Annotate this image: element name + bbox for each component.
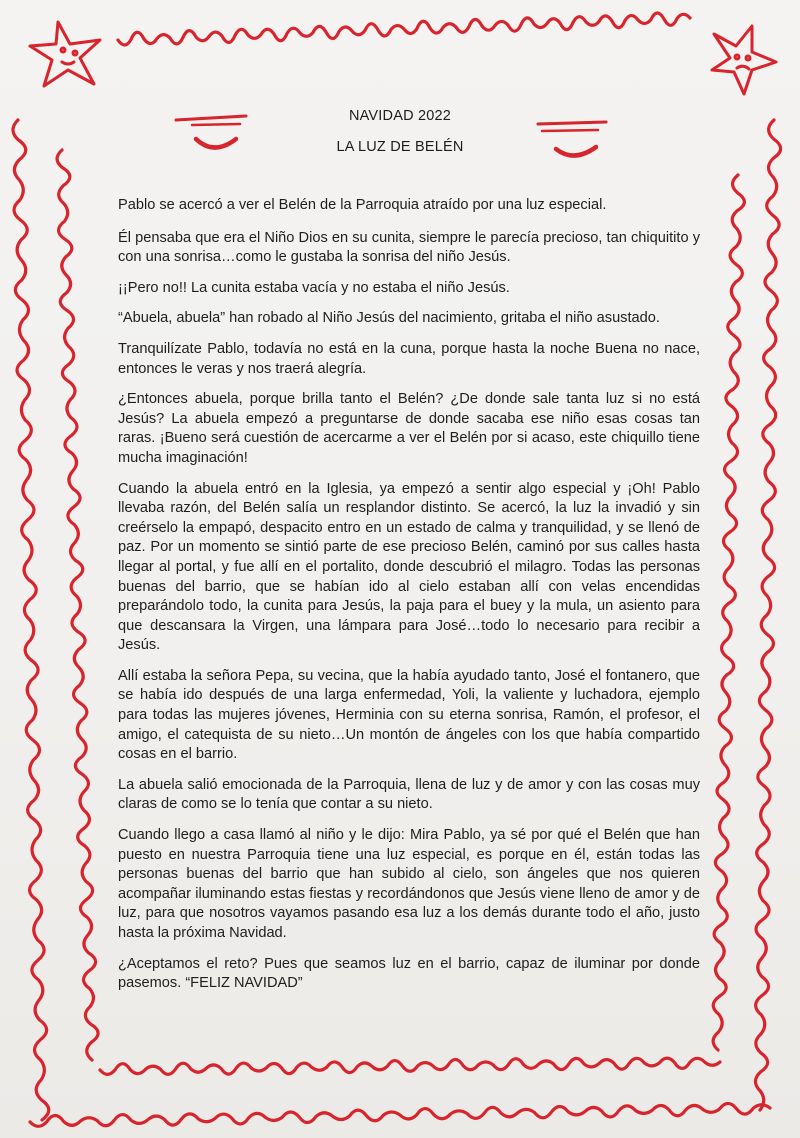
paragraph-5: Tranquilízate Pablo, todavía no está en la cuna, porque hasta la noche Buena no nace, entonces le veras y nos traerá alegría. xyxy=(118,340,700,377)
paragraph-6: ¿Entonces abuela, porque brilla tanto el Belén? ¿De donde sale tanta luz si no está Jesús? La abuela empezó a preguntarse de donde sacaba ese niño esas cosas tan raras. ¡Bueno será cuestión de acercarme a ver el Belén por si acaso, este chiquillo tiene mucha imaginación! xyxy=(118,391,700,466)
paragraph-7: Cuando la abuela entró en la Iglesia, ya empezó a sentir algo especial y ¡Oh! Pablo llevaba razón, del Belén salía un resplandor distinto. Se acercó, la luz la invadió y sin creérselo la empapó, despacito entro en un estado de calma y tranquilidad, y se llenó de paz. Por un momento se sintió parte de ese precioso Belén, caminó por sus calles hasta llegar al portal, y fue allí en el portalito, donde descubrió el milagro. Todas las personas buenas del barrio, que se habían ido al cielo estaban allí con velas encendidas preparándolo todo, la cunita para Jesús, la paja para el buey y la mula, un asiento para que descansara la Virgen, una lámpara para José…todo lo necesario para recibir a Jesús. xyxy=(118,480,700,654)
story-body xyxy=(118,196,700,1005)
story-header xyxy=(0,108,800,155)
paragraph-3: ¡¡Pero no!! La cunita estaba vacía y no estaba el niño Jesús. xyxy=(118,279,510,296)
star-right-icon xyxy=(712,26,776,94)
paragraph-1: Pablo se acercó a ver el Belén de la Parroquia atraído por una luz especial. xyxy=(118,197,607,213)
paragraph-10: Cuando llego a casa llamó al niño y le dijo: Mira Pablo, ya sé por qué el Belén que han puesto en nuestra Parroquia tiene una luz especial, es porque en él, están todas las personas buenas del barrio que han subido al cielo, son ángeles que nos quieren acompañar iluminando estas fiestas y recordándonos que Jesús viene lleno de amor y de luz, para que nosotros vayamos pasando esa luz a los demás durante todo el año, justo hasta la próxima Navidad. xyxy=(118,827,700,941)
star-left-icon xyxy=(30,22,100,86)
paragraph-2: Él pensaba que era el Niño Dios en su cunita, siempre le parecía precioso, tan chiquitito y con una sonrisa…como le gustaba la sonrisa del niño Jesús. xyxy=(118,229,700,266)
paragraph-8: Allí estaba la señora Pepa, su vecina, que la había ayudado tanto, José el fontanero, que se había ido después de una larga enfermedad, Yoli, la valiente y luchadora, ejemplo para todas las mujeres jóvenes, Herminia con su eterna sonrisa, Ramón, el profesor, el amigo, el catequista de su nieto…Un montón de ángeles con los que había compartido cosas en el barrio. xyxy=(118,667,700,763)
paragraph-4: “Abuela, abuela” han robado al Niño Jesús del nacimiento, gritaba el niño asustado. xyxy=(118,310,660,327)
story-year-title: NAVIDAD 2022 xyxy=(348,108,452,124)
paragraph-9: La abuela salió emocionada de la Parroquia, llena de luz y de amor y con las cosas muy claras de como se lo tenía que contar a su nieto. xyxy=(118,776,700,813)
story-title: LA LUZ DE BELÉN xyxy=(336,139,464,155)
paragraph-11: ¿Aceptamos el reto? Pues que seamos luz en el barrio, capaz de iluminar por donde pasemos. “FELIZ NAVIDAD” xyxy=(118,955,700,992)
